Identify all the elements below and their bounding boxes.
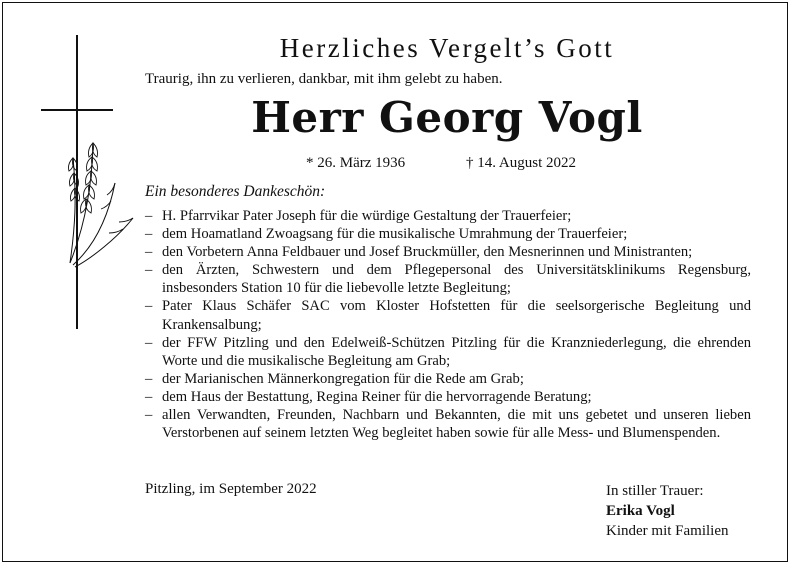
dash: – (145, 244, 153, 261)
deceased-name: Herr Georg Vogl (251, 93, 643, 142)
list-item-text: allen Verwandten, Freunden, Nachbarn und Bekannten, die mit uns gebetet und unseren lieben Verstorbenen auf seinem letzten Weg begleitet haben sowie für alle Mess- und Blumenspenden. (162, 407, 751, 442)
list-item (145, 370, 751, 388)
dash: – (145, 388, 153, 405)
subheading: Traurig, ihn zu verlieren, dankbar, mit ihm gelebt zu haben. (145, 71, 503, 87)
birth-date: * 26. März 1936 (306, 155, 406, 171)
list-item (145, 297, 751, 333)
list-item-text: den Ärzten, Schwestern und dem Pflegepersonal des Universitätsklinikums Regensburg, insbesonders Station 10 für die liebevolle letzte Begleitung; (162, 262, 751, 297)
signer-name: Erika Vogl (606, 503, 675, 519)
list-item (145, 388, 751, 406)
heading: Herzliches Vergelt’s Gott (279, 33, 615, 63)
dash: – (145, 407, 153, 424)
dash: – (145, 226, 153, 243)
list-item (145, 207, 751, 225)
list-item (145, 261, 751, 297)
obituary-card (2, 2, 788, 562)
thanks-list (145, 207, 751, 442)
mourners-block (606, 481, 728, 541)
list-item-text: den Vorbetern Anna Feldbauer und Josef Bruckmüller, den Mesnerinnen und Ministranten; (162, 244, 693, 261)
cross-with-wheat-icon (37, 33, 151, 333)
family-line: Kinder mit Familien (606, 523, 729, 539)
place-date: Pitzling, im September 2022 (145, 481, 317, 497)
list-item (145, 243, 751, 261)
list-item-text: dem Haus der Bestattung, Regina Reiner für die hervorragende Beratung; (162, 388, 592, 405)
list-item-text: dem Hoamatland Zwoagsang für die musikalische Umrahmung der Trauerfeier; (162, 226, 628, 243)
death-date: † 14. August 2022 (466, 155, 577, 171)
thanks-title: Ein besonderes Dankeschön: (145, 183, 326, 200)
list-item (145, 406, 751, 442)
mourning-label: In stiller Trauer: (606, 483, 704, 499)
list-item (145, 334, 751, 370)
list-item-text: Pater Klaus Schäfer SAC vom Kloster Hofstetten für die seelsorgerische Begleitung und Krankensalbung; (162, 298, 751, 333)
list-item-text: der Marianischen Männerkongregation für die Rede am Grab; (162, 370, 524, 387)
dash: – (145, 262, 153, 279)
dash: – (145, 334, 153, 351)
dash: – (145, 370, 153, 387)
list-item-text: H. Pfarrvikar Pater Joseph für die würdige Gestaltung der Trauerfeier; (162, 208, 572, 224)
list-item (145, 225, 751, 243)
dash: – (145, 208, 153, 224)
list-item-text: der FFW Pitzling und den Edelweiß-Schützen Pitzling für die Kranzniederlegung, die ehrenden Worte und die musikalische Begleitung am Grab; (162, 334, 751, 369)
dash: – (145, 298, 153, 315)
